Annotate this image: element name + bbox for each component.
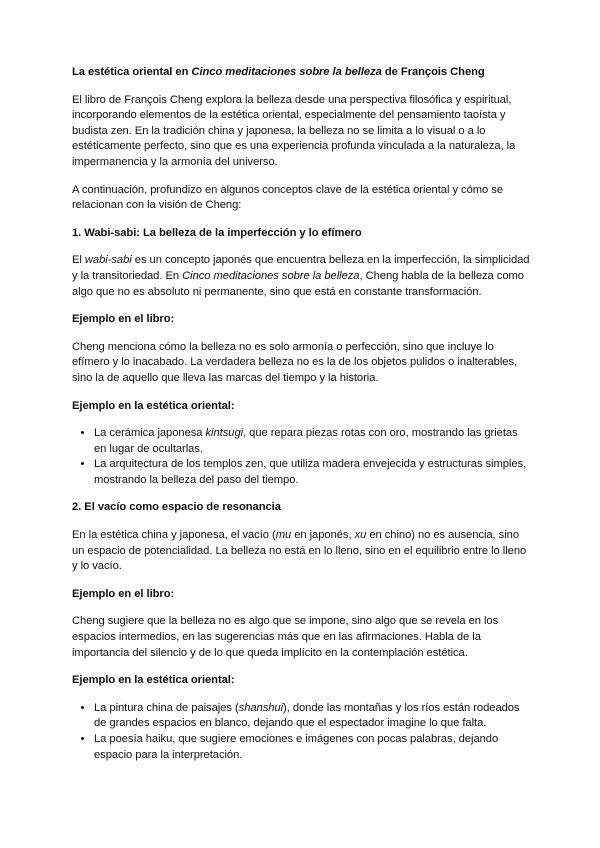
section-heading-vacio: 2. El vacío como espacio de resonancia xyxy=(72,501,281,514)
wabi-sabi-term: wabi-sabi xyxy=(84,254,132,267)
list-item: • La poesía haiku, que sugiere emociones e imágenes con pocas palabras, dejando espacio para la interpretación. xyxy=(94,732,532,763)
vacio-paragraph: En la estética china y japonesa, el vacío (mu en japonés, xu en chino) no es ausencia, sino un espacio de potencialidad. La belleza no está en lo lleno, sino en el equilibrio entre lo lleno y lo vacío. xyxy=(72,529,527,573)
intro-transition-paragraph: A continuación, profundizo en algunos conceptos clave de la estética oriental y cómo se relacionan con la visión de Cheng: xyxy=(72,183,503,212)
example-oriental-list xyxy=(72,701,532,763)
example-oriental-heading: Ejemplo en la estética oriental: xyxy=(72,399,235,412)
shanshui-term: shanshui xyxy=(238,701,284,714)
section-heading-wabi-sabi: 1. Wabi-sabi: La belleza de la imperfección y lo efímero xyxy=(72,226,362,239)
list-item: • La pintura china de paisajes (shanshui), donde las montañas y los ríos están rodeados de grandes espacios en blanco, dejando que el espectador imagine lo que falta. xyxy=(94,701,532,732)
example-oriental-list xyxy=(72,426,532,488)
intro-paragraph: El libro de François Cheng explora la belleza desde una perspectiva filosófica y espiritual, incorporando elementos de la estética oriental, especialmente del pensamiento taoísta y budista zen. En la tradición china y japonesa, la belleza no se limita a lo visual o a lo estéticamente perfecto, sino que es una experiencia profunda vinculada a la naturaleza, la impermanencia y la armonía del universo. xyxy=(72,93,516,168)
list-item: • La arquitectura de los templos zen, que utiliza madera envejecida y estructuras simples, mostrando la belleza del paso del tiempo. xyxy=(94,457,532,488)
wabi-sabi-paragraph: El wabi-sabi es un concepto japonés que encuentra belleza en la imperfección, la simplicidad y la transitoriedad. En Cinco meditaciones sobre la belleza, Cheng habla de la belleza como algo que no es absoluto ni permanente, sino que está en constante transformación. xyxy=(72,254,530,298)
title-book-name: Cinco meditaciones sobre la belleza xyxy=(191,66,382,78)
kintsugi-term: kintsugi xyxy=(205,427,244,440)
example-book-paragraph: Cheng menciona cómo la belleza no es solo armonía o perfección, sino que incluye lo efímero y lo inacabado. La verdadera belleza no es la de los objetos pulidos o inalterables, sino la de aquello que lleva las marcas del tiempo y la historia. xyxy=(72,340,518,384)
document-title xyxy=(72,65,532,81)
example-book-paragraph: Cheng sugiere que la belleza no es algo que se impone, sino algo que se revela en los espacios intermedios, en las sugerencias más que en las afirmaciones. Habla de la importancia del silencio y de lo que queda implícito en la contemplación estética. xyxy=(72,615,499,659)
example-book-heading: Ejemplo en el libro: xyxy=(72,313,175,326)
example-book-heading: Ejemplo en el libro: xyxy=(72,587,175,600)
document-page xyxy=(72,65,532,775)
list-item: • La cerámica japonesa kintsugi, que repara piezas rotas con oro, mostrando las grietas en lugar de ocultarlas. xyxy=(94,426,532,457)
mu-term: mu xyxy=(275,529,292,542)
xu-term: xu xyxy=(354,529,367,542)
title-prefix: La estética oriental en xyxy=(72,66,192,78)
book-title-inline: Cinco meditaciones sobre la belleza xyxy=(182,269,360,282)
title-suffix: de François Cheng xyxy=(381,66,485,78)
example-oriental-heading: Ejemplo en la estética oriental: xyxy=(72,674,235,687)
